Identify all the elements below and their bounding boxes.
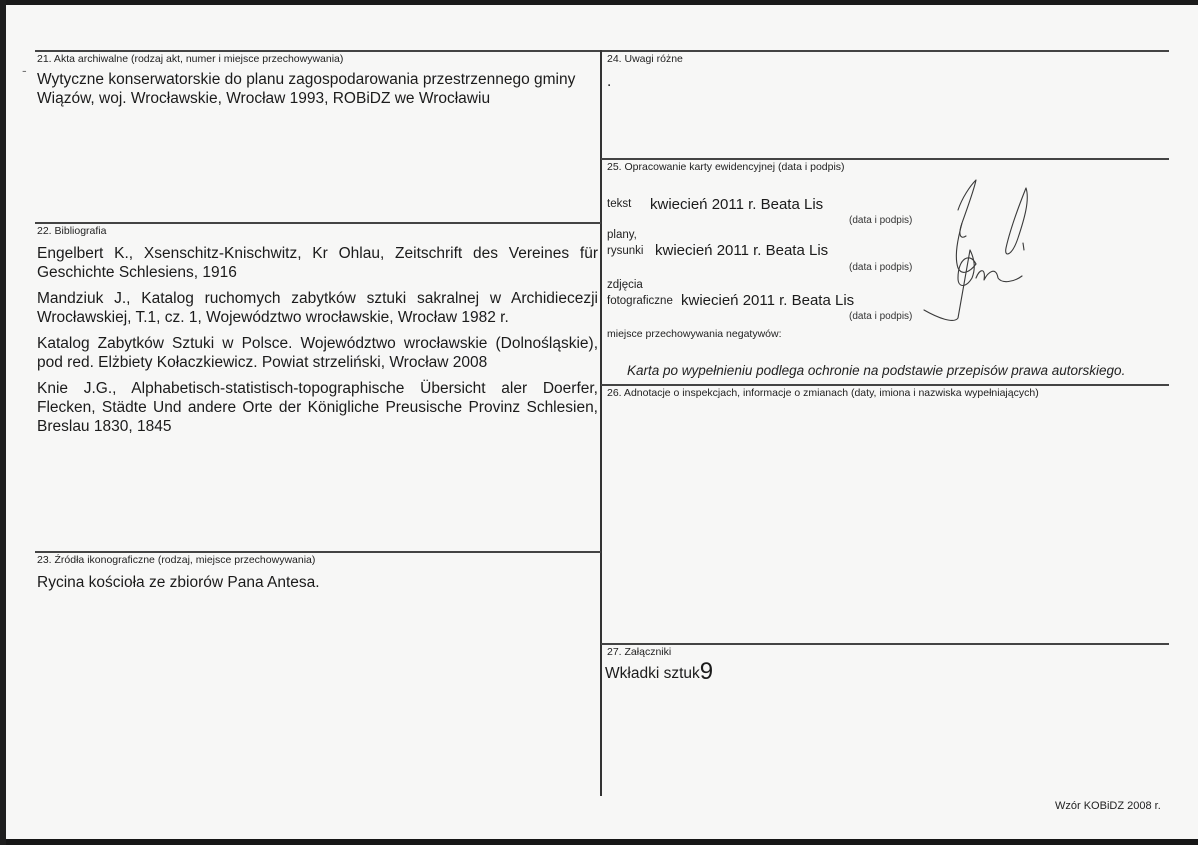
section-24-content: . xyxy=(607,73,612,90)
section-23-content: Rycina kościoła ze zbiorów Pana Antesa. xyxy=(37,574,320,591)
scan-border-bottom xyxy=(0,839,1198,845)
bibliography-entry: Katalog Zabytków Sztuki w Polsce. Województwo wrocławskie (Dolnośląskie), pod red. Elżbiety Kołaczkiewicz. Powiat strzeliński, Wrocław 2008 xyxy=(37,335,598,371)
divider-vertical xyxy=(600,50,602,796)
attachments-line xyxy=(605,658,713,686)
section-27-label: 27. Załączniki xyxy=(607,646,672,658)
section-23-label: 23. Źródła ikonograficzne (rodzaj, miejsce przechowywania) xyxy=(37,554,316,566)
section-25-label: 25. Opracowanie karty ewidencyjnej (data i podpis) xyxy=(607,161,845,173)
divider-top xyxy=(35,50,1169,52)
row-rysunki-label: rysunki xyxy=(607,245,644,257)
divider-s23 xyxy=(35,551,601,553)
divider-s27 xyxy=(601,643,1169,645)
section-22-label: 22. Bibliografia xyxy=(37,225,107,237)
row-tekst-value: kwiecień 2011 r. Beata Lis xyxy=(650,196,824,213)
divider-s25 xyxy=(601,158,1169,160)
section-24-label: 24. Uwagi różne xyxy=(607,53,683,65)
row-plany-label-line1: plany, xyxy=(607,229,637,241)
divider-s22 xyxy=(35,222,601,224)
bibliography-entry: Engelbert K., Xsenschitz-Knischwitz, Kr Ohlau, Zeitschrift des Vereines für Geschichte Schlesiens, 1916 xyxy=(37,245,598,281)
scan-border-top xyxy=(0,0,1198,5)
row-zdjecia-label-line1: zdjęcia xyxy=(607,279,643,291)
bibliography-entry: Mandziuk J., Katalog ruchomych zabytków sztuki sakralnej w Archidiecezji Wrocławskiej, T.1, cz. 1, Województwo wrocławskie, Wrocław 1982 r. xyxy=(37,290,598,326)
divider-s26 xyxy=(601,384,1169,386)
scan-mark: - xyxy=(22,62,27,78)
section-21-content: Wytyczne konserwatorskie do planu zagospodarowania przestrzennego gminy Wiązów, woj. Wrocławskie, Wrocław 1993, ROBiDZ we Wrocławiu xyxy=(37,71,576,107)
row-fotograficzne-hint: (data i podpis) xyxy=(849,311,913,322)
section-21-label: 21. Akta archiwalne (rodzaj akt, numer i miejsce przechowywania) xyxy=(37,53,344,65)
attachments-count: 9 xyxy=(699,658,714,685)
row-fotograficzne-value: kwiecień 2011 r. Beata Lis xyxy=(681,292,855,309)
negatives-location-label: miejsce przechowywania negatywów: xyxy=(607,328,782,340)
signature-icon xyxy=(918,168,1068,333)
copyright-note: Karta po wypełnieniu podlega ochronie na podstawie przepisów prawa autorskiego. xyxy=(627,363,1126,378)
scan-border-left xyxy=(0,0,6,845)
bibliography-entry: Knie J.G., Alphabetisch-statistisch-topographische Übersicht aler Doerfer, Flecken, Städte Und andere Orte der Königliche Preusische Provinz Schlesien, Breslau 1830, 1845 xyxy=(37,380,598,435)
row-tekst-hint: (data i podpis) xyxy=(849,215,913,226)
row-rysunki-value: kwiecień 2011 r. Beata Lis xyxy=(655,242,829,259)
attachments-text: Wkładki sztuk xyxy=(605,665,700,682)
section-22-bibliography xyxy=(37,244,598,443)
row-tekst-label: tekst xyxy=(607,198,632,210)
row-fotograficzne-label: fotograficzne xyxy=(607,295,673,307)
form-template-footer: Wzór KOBiDZ 2008 r. xyxy=(1055,800,1161,812)
row-rysunki-hint: (data i podpis) xyxy=(849,262,913,273)
section-26-label: 26. Adnotacje o inspekcjach, informacje o zmianach (daty, imiona i nazwiska wypełniających) xyxy=(607,387,1039,399)
